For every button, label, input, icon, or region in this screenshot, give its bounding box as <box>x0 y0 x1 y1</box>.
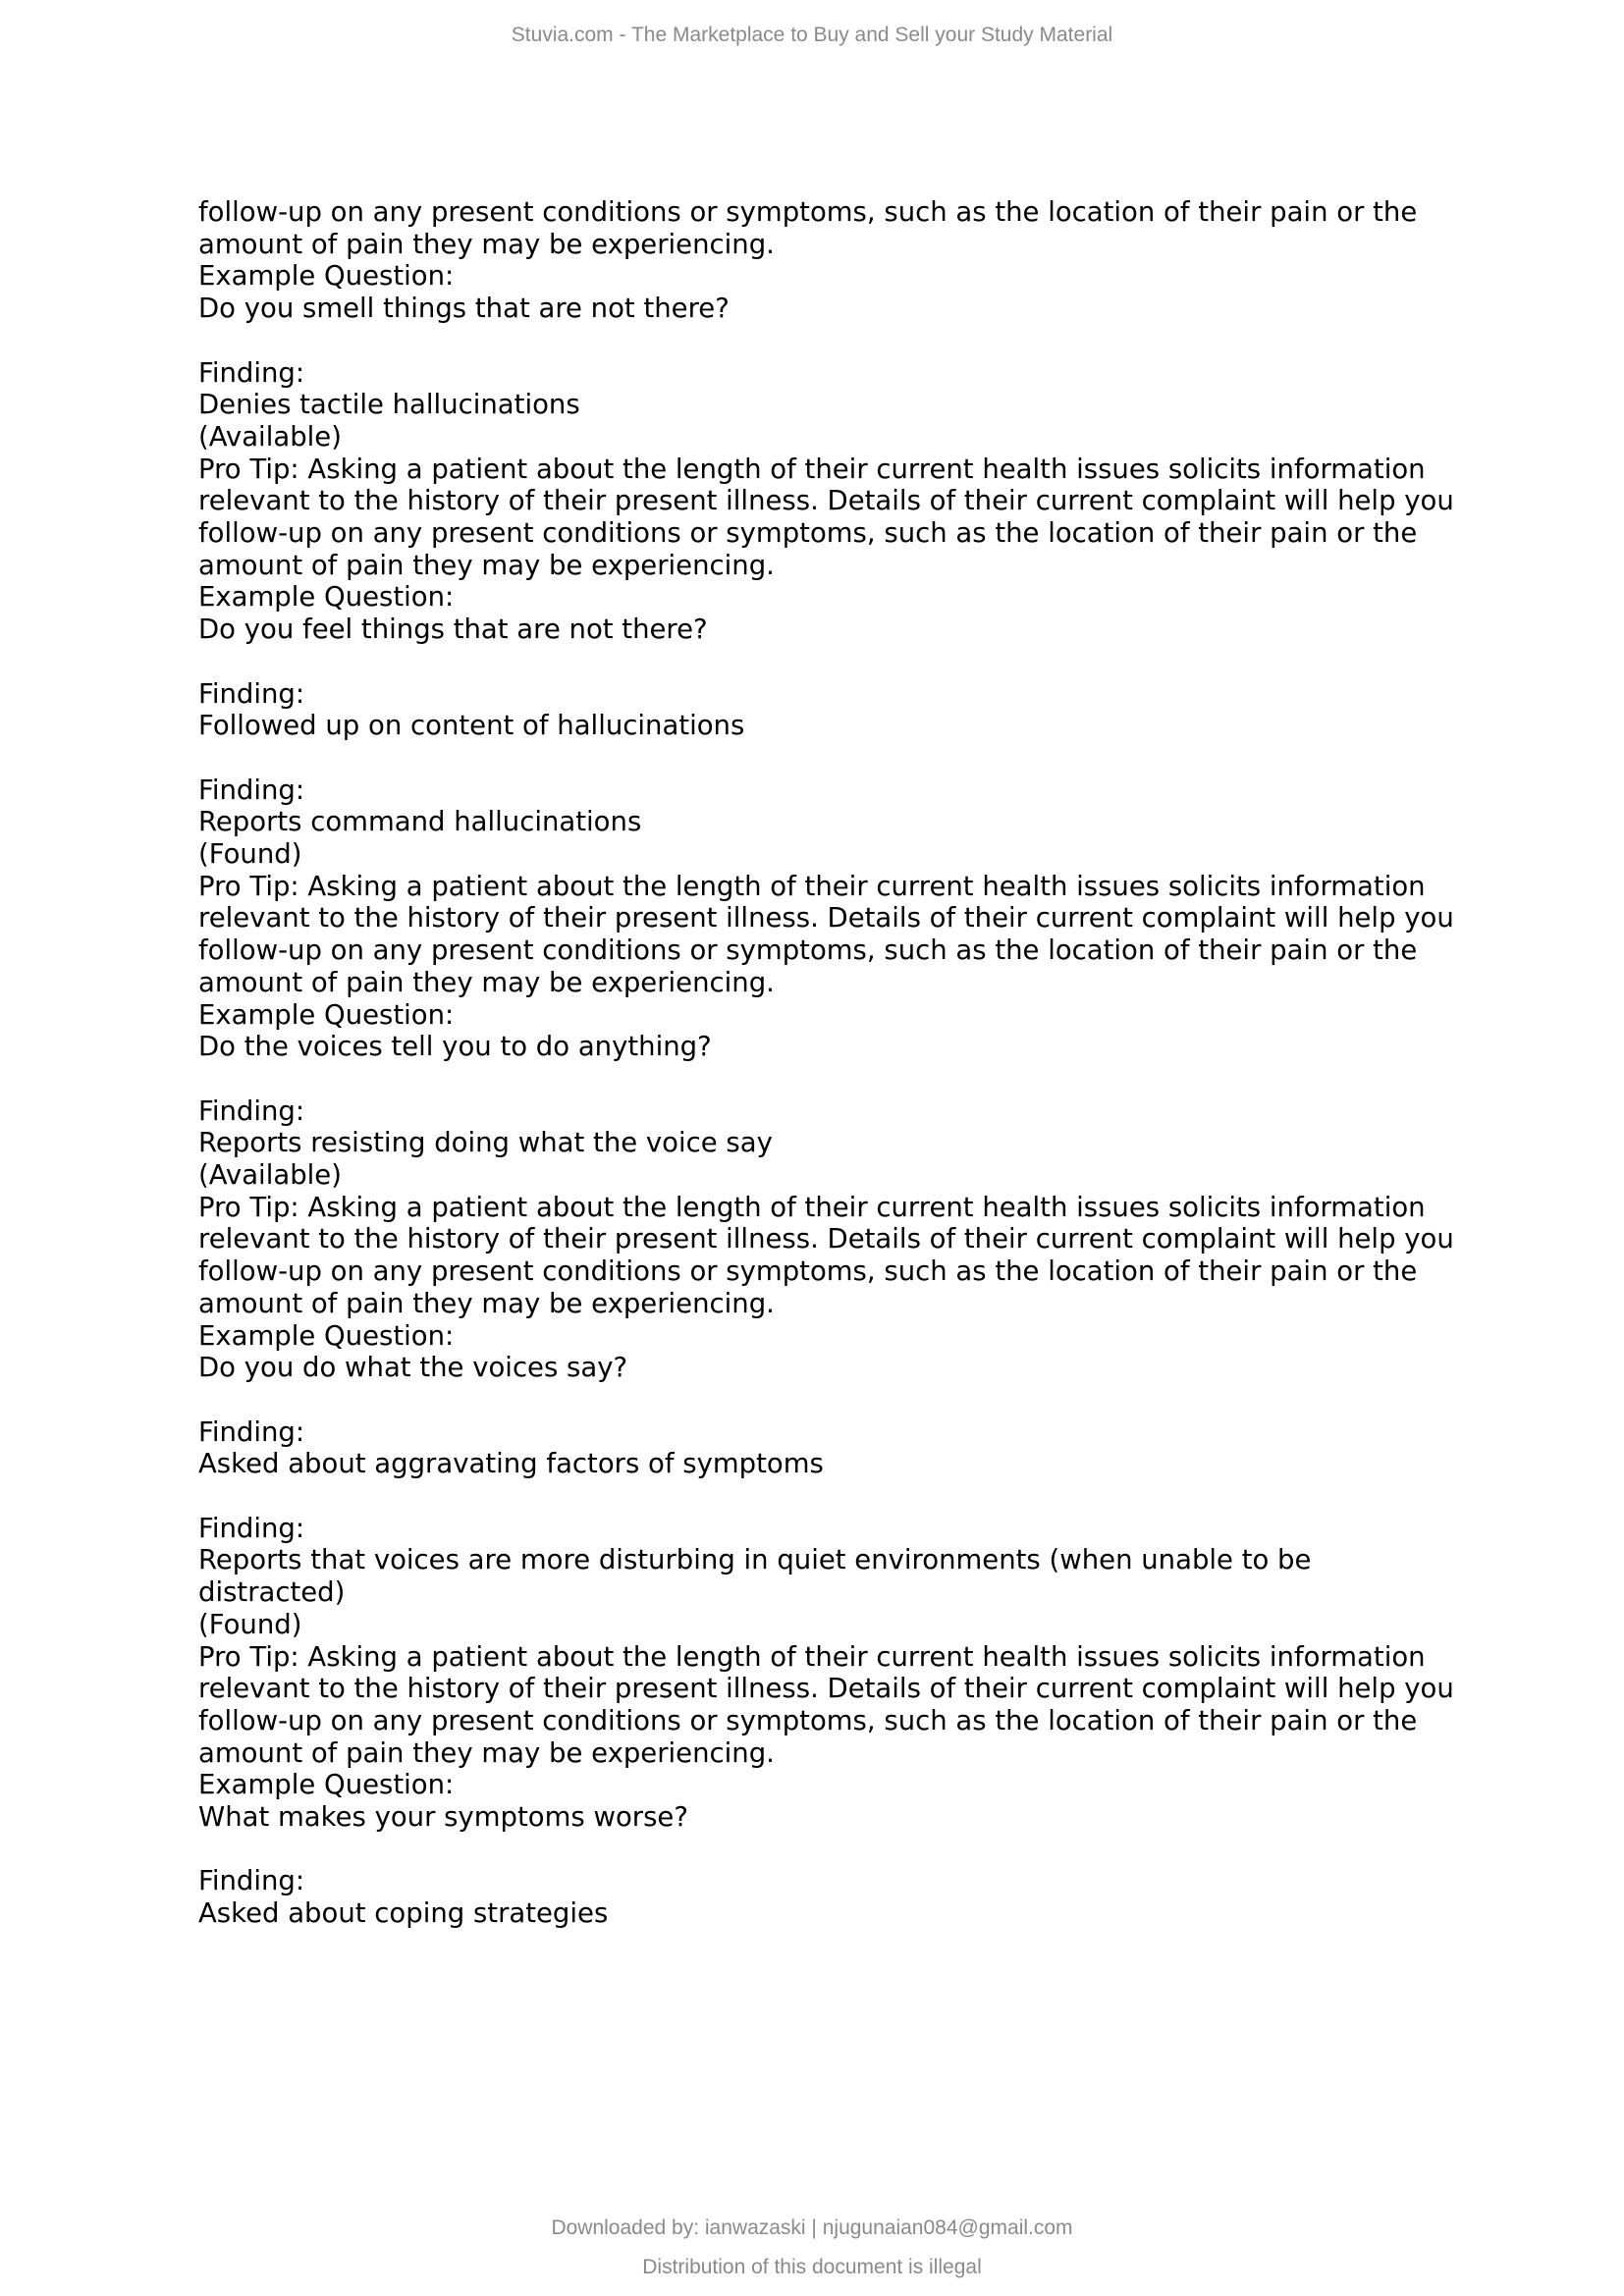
body-line: amount of pain they may be experiencing. <box>198 966 775 998</box>
body-line: relevant to the history of their present illness. Details of their current complaint will help you <box>198 1223 1454 1255</box>
body-line: Finding: <box>198 356 305 389</box>
body-line: amount of pain they may be experiencing. <box>198 1736 775 1769</box>
body-line: Do you feel things that are not there? <box>198 614 708 646</box>
body-line: Pro Tip: Asking a patient about the length of their current health issues solicits information <box>198 1640 1426 1673</box>
body-line: follow-up on any present conditions or symptoms, such as the location of their pain or the <box>198 934 1418 967</box>
body-line: Asked about aggravating factors of symptoms <box>198 1448 824 1480</box>
body-line: (Found) <box>198 838 302 871</box>
body-line: follow-up on any present conditions or symptoms, such as the location of their pain or the <box>198 1255 1418 1288</box>
body-line: Denies tactile hallucinations <box>198 389 580 421</box>
body-line: Pro Tip: Asking a patient about the length of their current health issues solicits information <box>198 453 1426 485</box>
blank-line <box>198 1063 1494 1095</box>
body-line: amount of pain they may be experiencing. <box>198 549 775 581</box>
body-line: Pro Tip: Asking a patient about the length of their current health issues solicits information <box>198 870 1426 902</box>
body-line: Do the voices tell you to do anything? <box>198 1031 712 1063</box>
body-line: amount of pain they may be experiencing. <box>198 1287 775 1319</box>
blank-line <box>198 325 1494 357</box>
distribution-notice: Distribution of this document is illegal <box>642 2256 982 2278</box>
body-line: Finding: <box>198 1865 305 1897</box>
body-line: (Available) <box>198 1159 342 1192</box>
body-line: amount of pain they may be experiencing. <box>198 228 775 260</box>
body-line: Do you smell things that are not there? <box>198 293 730 325</box>
blank-line <box>198 1834 1494 1866</box>
body-line: Reports resisting doing what the voice say <box>198 1127 773 1159</box>
blank-line <box>198 646 1494 678</box>
body-line: Example Question: <box>198 260 455 293</box>
blank-line <box>198 1480 1494 1513</box>
body-line: distracted) <box>198 1576 346 1609</box>
body-line: follow-up on any present conditions or symptoms, such as the location of their pain or the <box>198 517 1418 550</box>
body-line: Example Question: <box>198 581 455 614</box>
blank-line <box>198 1384 1494 1416</box>
body-line: Pro Tip: Asking a patient about the length of their current health issues solicits information <box>198 1191 1426 1223</box>
body-line: relevant to the history of their present illness. Details of their current complaint will help you <box>198 902 1454 934</box>
body-line: Reports that voices are more disturbing in quiet environments (when unable to be <box>198 1544 1312 1576</box>
body-line: relevant to the history of their present illness. Details of their current complaint will help you <box>198 1673 1454 1705</box>
body-line: (Available) <box>198 420 342 453</box>
download-watermark: Downloaded by: ianwazaski | njugunaian084@gmail.com <box>551 2216 1073 2239</box>
body-line: Finding: <box>198 1512 305 1544</box>
body-line: Example Question: <box>198 1319 455 1352</box>
body-line: Finding: <box>198 677 305 710</box>
body-line: Do you do what the voices say? <box>198 1352 628 1384</box>
body-line: follow-up on any present conditions or symptoms, such as the location of their pain or the <box>198 1704 1418 1736</box>
body-line: (Found) <box>198 1608 302 1640</box>
body-line: Followed up on content of hallucinations <box>198 710 745 742</box>
body-line: follow-up on any present conditions or symptoms, such as the location of their pain or the <box>198 196 1418 228</box>
blank-line <box>198 742 1494 774</box>
body-line: Finding: <box>198 774 305 806</box>
body-line: Asked about coping strategies <box>198 1897 609 1930</box>
document-body <box>198 196 1494 1930</box>
body-line: Example Question: <box>198 1769 455 1801</box>
body-line: Reports command hallucinations <box>198 806 642 838</box>
body-line: Finding: <box>198 1095 305 1127</box>
body-line: What makes your symptoms worse? <box>198 1801 688 1834</box>
body-line: Example Question: <box>198 998 455 1031</box>
body-line: relevant to the history of their present illness. Details of their current complaint will help you <box>198 485 1454 517</box>
stuvia-header: Stuvia.com - The Marketplace to Buy and Sell your Study Material <box>511 24 1113 46</box>
body-line: Finding: <box>198 1415 305 1448</box>
